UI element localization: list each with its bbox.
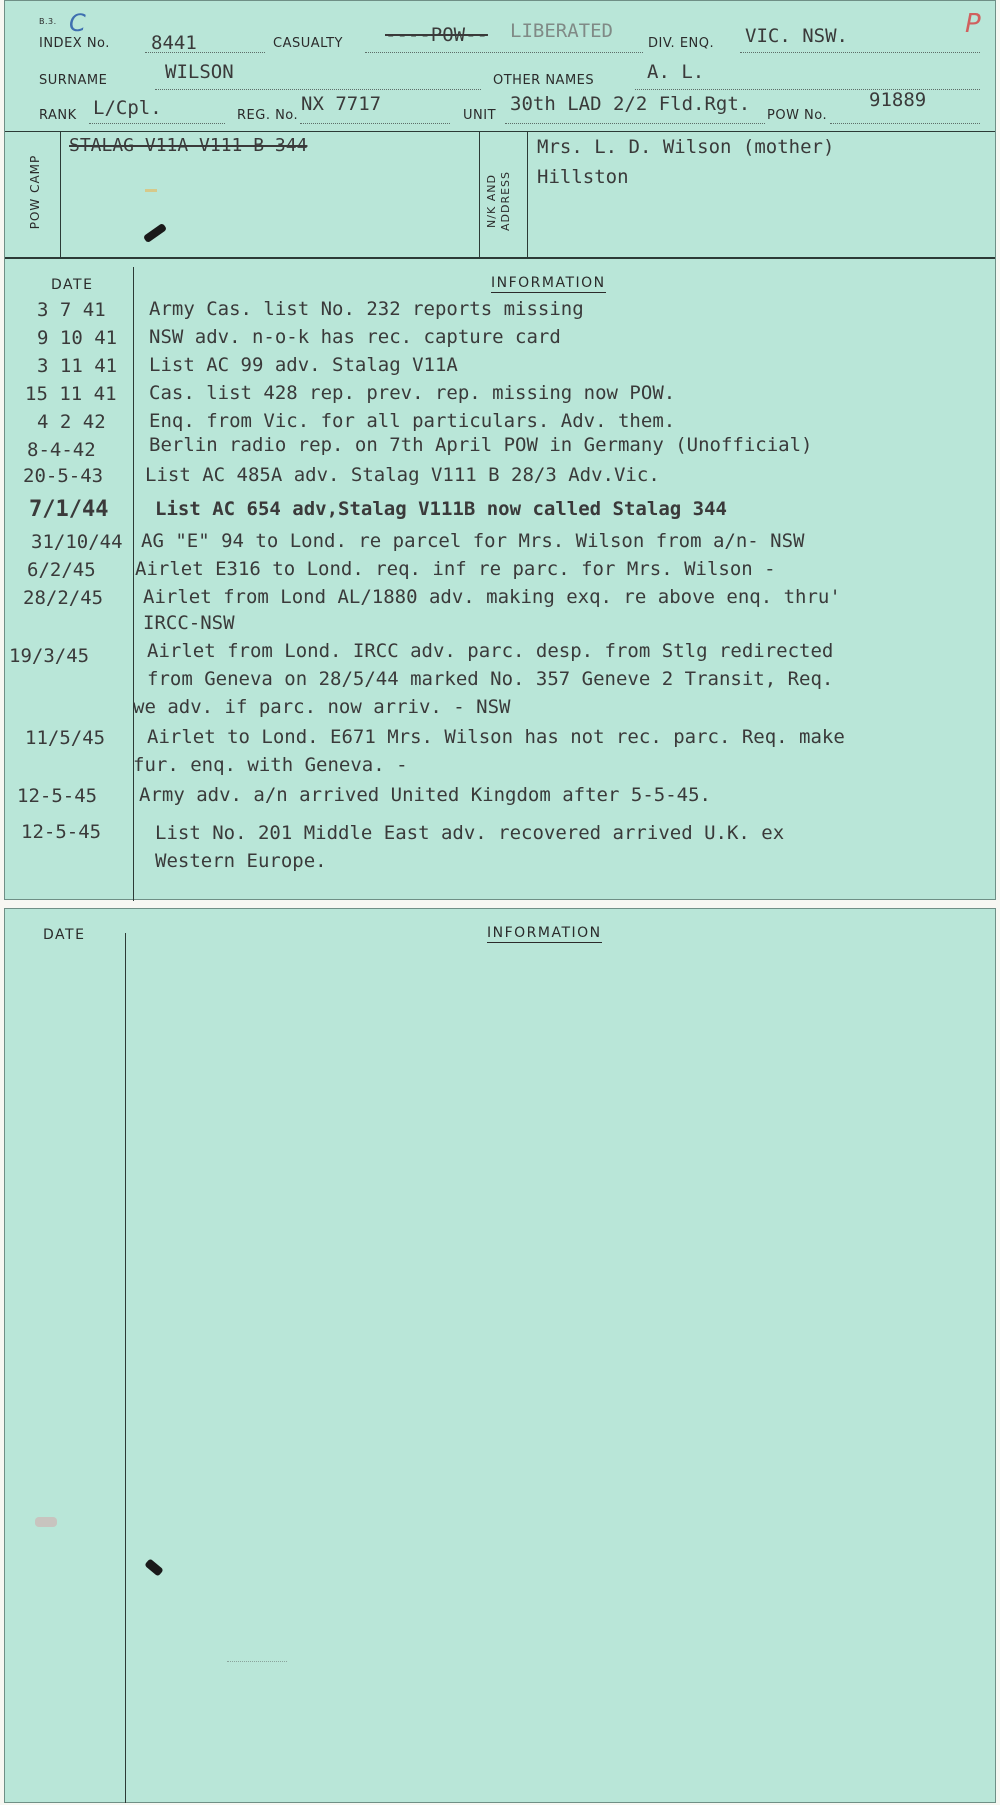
entry-text: Airlet to Lond. E671 Mrs. Wilson has not rec. parc. Req. make (147, 726, 845, 748)
entry-date: 12-5-45 (21, 821, 102, 843)
entry-text: fur. enq. with Geneva. - (133, 754, 408, 776)
nk-address-label (485, 161, 513, 241)
reg-no-line (300, 123, 450, 124)
reg-no-label: REG. No. (237, 108, 299, 123)
nk-and-label: N/K AND (485, 174, 498, 228)
back-date-column-header: DATE (43, 927, 86, 943)
entry-date: 3 11 41 (37, 355, 118, 377)
entry-date: 20-5-43 (23, 465, 104, 487)
index-card-front (4, 0, 996, 900)
pow-no-line (830, 123, 980, 124)
rank-label: RANK (39, 108, 77, 123)
surname-label: SURNAME (39, 73, 108, 88)
entry-text: IRCC-NSW (143, 612, 235, 634)
entry-text: Army Cas. list No. 232 reports missing (149, 298, 584, 320)
entry-date: 12-5-45 (17, 785, 98, 807)
ink-mark-back (144, 1558, 164, 1576)
entry-date: 9 10 41 (37, 327, 118, 349)
other-names-line (635, 89, 980, 90)
nk-left-divider (479, 131, 480, 257)
nk-line-2: Hillston (537, 166, 629, 188)
rank-value: L/Cpl. (93, 97, 162, 119)
date-column-header: DATE (51, 277, 94, 293)
entry-date: 15 11 41 (25, 383, 117, 405)
casualty-line (365, 52, 643, 53)
hand-mark-top-right: P (965, 9, 981, 39)
entry-text: Airlet E316 to Lond. req. inf re parc. for Mrs. Wilson - (135, 558, 776, 580)
unit-line (505, 123, 765, 124)
entry-date: 4 2 42 (37, 411, 106, 433)
other-names-value: A. L. (647, 61, 705, 83)
back-information-column-header: INFORMATION (487, 925, 602, 941)
entry-date: 19/3/45 (9, 645, 90, 667)
entry-text: List AC 654 adv,Stalag V111B now called Stalag 344 (155, 498, 727, 520)
entry-text: Airlet from Lond. IRCC adv. parc. desp. from Stlg redirected (147, 640, 834, 662)
entry-text: List AC 485A adv. Stalag V111 B 28/3 Adv.Vic. (145, 464, 660, 486)
index-no-line (145, 52, 265, 53)
form-code: B.3. (39, 17, 57, 26)
pow-camp-divider (60, 131, 61, 257)
casualty-status-value: LIBERATED (510, 20, 613, 42)
pow-no-label: POW No. (767, 108, 828, 123)
entry-text: AG "E" 94 to Lond. re parcel for Mrs. Wilson from a/n- NSW (141, 530, 805, 552)
nk-line-1: Mrs. L. D. Wilson (mother) (537, 136, 835, 158)
entry-date: 28/2/45 (23, 587, 104, 609)
index-card-back (4, 908, 996, 1803)
entry-text: Enq. from Vic. for all particulars. Adv. them. (149, 410, 676, 432)
entry-date: 11/5/45 (25, 727, 106, 749)
entry-text: Western Europe. (155, 850, 327, 872)
entry-text: Cas. list 428 rep. prev. rep. missing now POW. (149, 382, 676, 404)
entry-text: Berlin radio rep. on 7th April POW in Germany (Unofficial) (149, 434, 813, 456)
index-no-value: 8441 (151, 32, 197, 54)
entry-text: from Geneva on 28/5/44 marked No. 357 Geneve 2 Transit, Req. (147, 668, 834, 690)
entry-date: 3 7 41 (37, 299, 106, 321)
pow-camp-value: STALAG V11A V111 B 344 (69, 135, 308, 156)
div-enq-line (740, 52, 980, 53)
entry-date: 7/1/44 (29, 497, 109, 522)
pencil-dash (145, 189, 157, 192)
casualty-label: CASUALTY (273, 36, 343, 51)
div-enq-value: VIC. NSW. (745, 25, 848, 47)
entry-text: NSW adv. n-o-k has rec. capture card (149, 326, 561, 348)
date-column-divider (133, 267, 134, 901)
entry-text: List AC 99 adv. Stalag V11A (149, 354, 458, 376)
entry-text: List No. 201 Middle East adv. recovered arrived U.K. ex (155, 822, 785, 844)
casualty-struck-value: ----POW-- (385, 24, 488, 46)
information-column-header: INFORMATION (491, 275, 606, 291)
address-label: ADDRESS (499, 170, 512, 232)
unit-label: UNIT (463, 108, 497, 123)
surname-value: WILSON (165, 61, 234, 83)
div-enq-label: DIV. ENQ. (648, 36, 715, 51)
other-names-label: OTHER NAMES (493, 73, 595, 88)
hand-mark-top-left: C (69, 9, 86, 37)
faint-pencil-mark (227, 1661, 287, 1662)
entry-text: Airlet from Lond AL/1880 adv. making exq. re above enq. thru' (143, 586, 841, 608)
back-date-column-divider (125, 933, 126, 1803)
pow-camp-label: POW CAMP (28, 154, 42, 230)
rank-line (89, 123, 225, 124)
pow-no-value: 91889 (869, 89, 927, 111)
entry-text: we adv. if parc. now arriv. - NSW (133, 696, 511, 718)
surname-line (155, 89, 481, 90)
ink-mark-camp (143, 223, 167, 243)
red-smudge (35, 1517, 57, 1527)
entry-date: 6/2/45 (27, 559, 96, 581)
entry-text: Army adv. a/n arrived United Kingdom after 5-5-45. (139, 784, 711, 806)
section-rule-bottom (5, 257, 995, 259)
unit-value: 30th LAD 2/2 Fld.Rgt. (510, 93, 751, 115)
entry-date: 31/10/44 (31, 531, 123, 553)
entry-date: 8-4-42 (27, 439, 96, 461)
reg-no-value: NX 7717 (301, 93, 382, 115)
section-rule-top (5, 131, 995, 132)
nk-right-divider (527, 131, 528, 257)
index-no-label: INDEX No. (39, 36, 110, 51)
